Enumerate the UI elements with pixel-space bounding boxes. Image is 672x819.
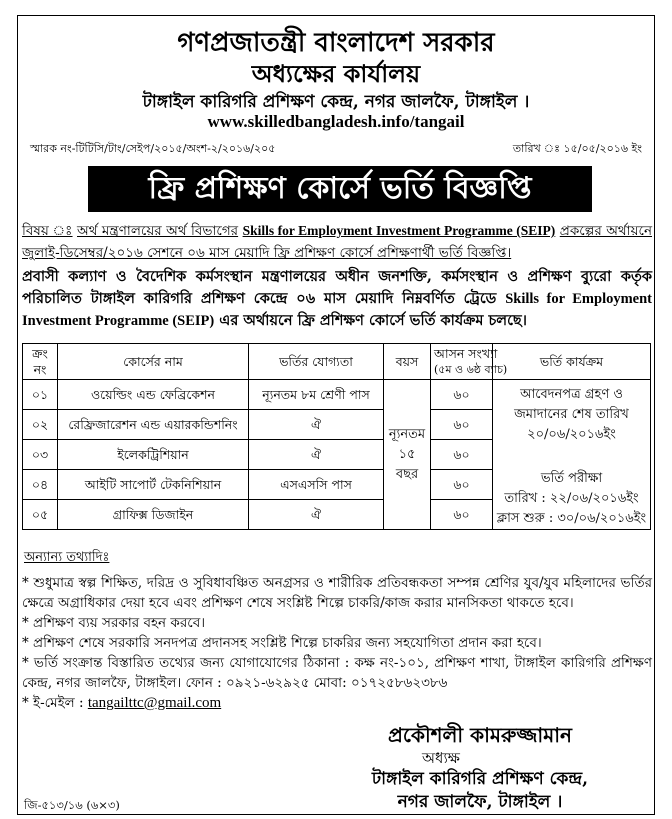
deadline-line: ২০/০৬/২০১৬ইং [527,427,616,442]
header-qualification: ভর্তির যোগ্যতা [249,344,384,380]
signatory-institute: টাঙ্গাইল কারিগরি প্রশিক্ষণ কেন্দ্র, [371,769,589,789]
row-qualification: এসএসসি পাস [249,470,384,500]
intro-paragraph [22,266,652,334]
office-title: অধ্যক্ষের কার্যালয় [251,59,421,88]
row-course: ওয়েল্ডিং এন্ড ফেব্রিকেশন [58,380,249,410]
row-serial: ০১ [23,380,58,410]
table-row [23,380,651,410]
subject-text-after: প্রকল্পের অর্থায়নে জুলাই-ডিসেম্বর/২০১৬ সেশনে ০৬ মাস মেয়াদি ফ্রি প্রশিক্ষণ কোর্সে প্রশিক্ষণার্থী ভর্তি বিজ্ঞপ্তি। [22,223,653,261]
memo-date: তারিখ ঃ ১৫/০৫/২০১৬ ইং [512,142,642,155]
institute-address: টাঙ্গাইল কারিগরি প্রশিক্ষণ কেন্দ্র, নগর জালফৈ, টাঙ্গাইল । [142,92,530,112]
admission-spacer [496,445,647,469]
table-header-row [23,344,651,380]
row-seats: ৬০ [431,470,493,500]
exam-title: ভর্তি পরীক্ষা [540,471,603,486]
advertisement-code: জি-৫১৩/১৬ (৬×৩) [24,798,120,812]
list-item: * প্রশিক্ষণ শেষে সরকারি সনদপত্র প্রদানসহ সংশ্লিষ্ট শিল্পে চাকরির জন্য সহযোগিতা প্রদান করা হবে। [22,635,542,651]
row-course: ইলেকট্রিশিয়ান [58,440,249,470]
header-course: কোর্সের নাম [58,344,249,380]
header-serial-line1: ক্রং [32,345,48,361]
signatory-name: প্রকৌশলী কামরুজ্জামান [388,723,572,747]
header-seats-line2: (৫ম ও ৬ষ্ঠ ব্যাচ) [434,362,508,376]
list-item-email [22,693,652,713]
header-serial-line2: নং [33,361,47,377]
course-table-wrapper [22,343,650,529]
row-qualification: ঐ [249,440,384,470]
row-seats: ৬০ [431,440,493,470]
deadline-line: জমাদানের শেষ তারিখ [514,407,629,422]
government-title: গণপ্রজাতন্ত্রী বাংলাদেশ সরকার [177,28,495,58]
header-seats [431,344,508,380]
row-seats: ৬০ [431,410,493,440]
row-qualification: ঐ [249,410,384,440]
email-address: tangailttc@gmail.com [87,695,222,711]
website-url: www.skilledbangladesh.info/tangail [207,112,465,131]
subject-line [22,220,652,264]
admission-cell [493,380,651,530]
list-item: * শুধুমাত্র স্বল্প শিক্ষিত, দরিদ্র ও সুবিধাবঞ্চিত অনগ্রসর ও শারীরিক প্রতিবন্ধকতা সম্পন্ন শ্রেণির যুব/যুব মহিলাদের ভর্তির ক্ষেত্রে অগ্রাধিকার দেয়া হবে এবং প্রশিক্ষণ শেষে সংশ্লিষ্ট শিল্পে চাকরি/কাজ করার মানসিকতা থাকতে হবে। [22,575,652,611]
course-table [22,343,651,530]
deadline-line: আবেদনপত্র গ্রহণ ও [520,387,623,402]
subject-label: বিষয় ঃ [22,223,73,239]
row-course: গ্রাফিক্স ডিজাইন [58,500,249,530]
age-line: ১৫ [398,446,416,462]
row-qualification: ঐ [249,500,384,530]
row-serial: ০৪ [23,470,58,500]
age-line: ন্যূনতম [388,426,426,442]
header-age: বয়স [384,344,431,380]
signature-block [350,722,610,814]
signatory-address: নগর জালফৈ, টাঙ্গাইল । [397,792,563,812]
age-cell [384,380,431,530]
email-label: * ই-মেইল : [22,695,84,711]
class-start: ক্লাস শুরু : ৩০/০৬/২০১৬ইং [496,511,647,526]
memo-reference: স্মারক নং-টিটিসি/টাং/সেইপ/২০১৫/অংশ-২/২০১৬/২০৫ [30,142,276,155]
row-serial: ০৩ [23,440,58,470]
subject-programme: Skills for Employment Investment Programme (SEIP) [242,223,556,238]
notice-banner: ফ্রি প্রশিক্ষণ কোর্সে ভর্তি বিজ্ঞপ্তি [88,166,592,212]
subject-text-before: অর্থ মন্ত্রণালয়ের অর্থ বিভাগের [77,223,239,239]
signatory-designation: অধ্যক্ষ [422,749,460,767]
exam-date: তারিখ : ২২/০৬/২০১৬ইং [504,491,639,506]
row-serial: ০৫ [23,500,58,530]
row-course: রেফ্রিজারেশন এন্ড এয়ারকন্ডিশনিং [58,410,249,440]
other-info-title: অন্যান্য তথ্যাদিঃ [24,550,110,565]
list-item: * প্রশিক্ষণ ব্যয় সরকার বহন করবে। [22,615,206,631]
age-line: বছর [395,466,419,482]
header-seats-line1: আসন সংখ্যা [434,345,498,361]
row-course: আইটি সাপোর্ট টেকনিশিয়ান [58,470,249,500]
header-serial [23,344,58,380]
row-seats: ৬০ [431,380,493,410]
intro-text-before: প্রবাসী কল্যাণ ও বৈদেশিক কর্মসংস্থান মন্ত্রণালয়ের অধীন জনশক্তি, কর্মসংস্থান ও প্রশিক্ষণ ব্যুরো কর্তৃক পরিচালিত টাঙ্গাইল কারিগরি প্রশিক্ষণ কেন্দ্রে ০৬ মাস মেয়াদি নিম্নবর্ণিত ট্রেডে [22,268,652,307]
memo-line [30,140,642,158]
row-serial: ০২ [23,410,58,440]
row-qualification: ন্যূনতম ৮ম শ্রেণী পাস [249,380,384,410]
intro-programme: Skills for Employment Investment Programme (SEIP) [22,291,653,329]
list-item: * ভর্তি সংক্রান্ত বিস্তারিত তথ্যের জন্য যোগাযোগের ঠিকানা : কক্ষ নং-১০১, প্রশিক্ষণ শাখা, টাঙ্গাইল কারিগরি প্রশিক্ষণ কেন্দ্র, নগর জালফৈ, টাঙ্গাইল। ফোন : ০৯২১-৬২৯২৫ মোবা: ০১৭২৫৮৬২৩৮৬ [22,655,652,691]
header-admission: ভর্তি কার্যক্রম [493,344,651,380]
row-seats: ৬০ [431,500,493,530]
other-info-list [22,573,652,719]
intro-text-after: এর অর্থায়নে ফ্রি প্রশিক্ষণ কোর্সে ভর্তি কার্যক্রম চলছে। [219,312,527,329]
